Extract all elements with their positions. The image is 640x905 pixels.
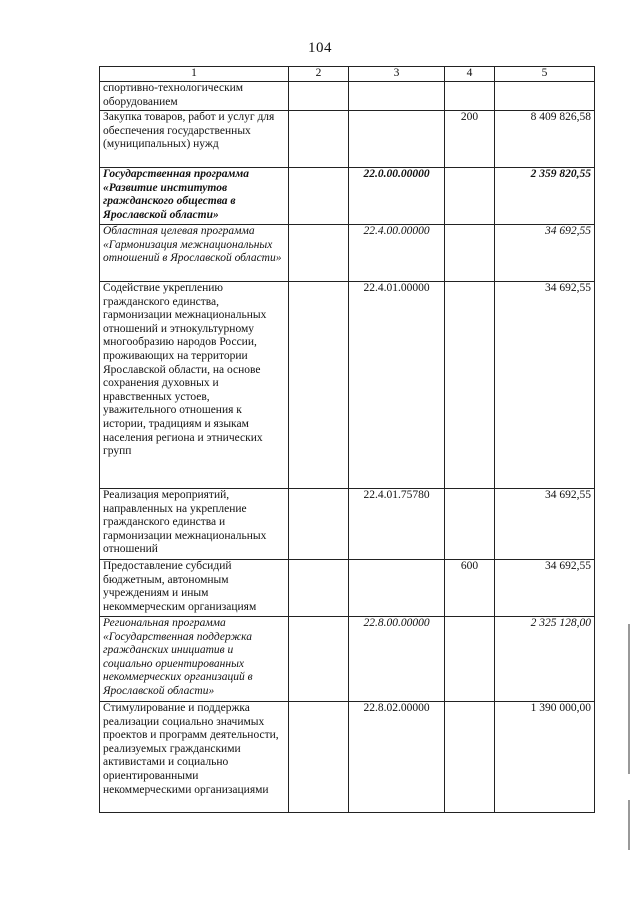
row-name: спортивно-технологическим оборудованием [100,82,289,111]
header-col-4: 4 [445,67,495,82]
row-col2 [289,111,349,168]
scan-edge-mark [628,624,630,774]
table-row [100,617,595,702]
row-kvr [445,282,495,489]
table-row [100,560,595,617]
row-name: Содействие укреплению гражданского единства, гармонизации межнациональных отношений и этнокультурному многообразию народов России, проживающих на территории Ярославской области, на основе сохранения духовных и нравственных устоев, уважительного отношения к истории, традициям и языкам населения региона и этнических групп [100,282,289,489]
header-col-3: 3 [349,67,445,82]
row-col2 [289,560,349,617]
header-row [100,67,595,82]
table-row [100,111,595,168]
row-name: Государственная программа «Развитие институтов гражданского общества в Ярославской области» [100,168,289,225]
row-name: Реализация мероприятий, направленных на укрепление гражданского единства и гармонизации межнациональных отношений [100,489,289,560]
row-kvr [445,702,495,813]
table-row [100,282,595,489]
header-col-1: 1 [100,67,289,82]
row-sum: 34 692,55 [495,489,595,560]
row-name: Региональная программа «Государственная поддержка гражданских инициатив и социально ориентированных некоммерческих организаций в Ярославской области» [100,617,289,702]
row-name: Закупка товаров, работ и услуг для обеспечения государственных (муниципальных) нужд [100,111,289,168]
table-row [100,168,595,225]
budget-table [99,66,595,813]
row-col2 [289,702,349,813]
row-code [349,82,445,111]
row-kvr [445,617,495,702]
row-code [349,560,445,617]
row-code [349,111,445,168]
table-row [100,489,595,560]
row-code: 22.4.00.00000 [349,225,445,282]
row-col2 [289,489,349,560]
row-sum: 34 692,55 [495,282,595,489]
scan-edge-mark [628,800,630,850]
row-col2 [289,617,349,702]
row-sum: 2 325 128,00 [495,617,595,702]
table-row [100,225,595,282]
row-name: Стимулирование и поддержка реализации социально значимых проектов и программ деятельности, реализуемых гражданскими активистами и социально ориентированными некоммерческими организациями [100,702,289,813]
row-kvr: 200 [445,111,495,168]
row-kvr [445,82,495,111]
row-sum: 34 692,55 [495,560,595,617]
row-code: 22.8.02.00000 [349,702,445,813]
row-col2 [289,168,349,225]
row-sum: 1 390 000,00 [495,702,595,813]
row-col2 [289,282,349,489]
row-sum: 34 692,55 [495,225,595,282]
row-code: 22.4.01.00000 [349,282,445,489]
row-col2 [289,225,349,282]
row-kvr [445,168,495,225]
page-number: 104 [308,40,332,56]
row-sum: 2 359 820,55 [495,168,595,225]
row-kvr [445,225,495,282]
header-col-2: 2 [289,67,349,82]
row-kvr: 600 [445,560,495,617]
table-row [100,82,595,111]
header-col-5: 5 [495,67,595,82]
row-name: Областная целевая программа «Гармонизация межнациональных отношений в Ярославской области» [100,225,289,282]
table-row [100,702,595,813]
row-col2 [289,82,349,111]
row-code: 22.8.00.00000 [349,617,445,702]
row-code: 22.0.00.00000 [349,168,445,225]
row-code: 22.4.01.75780 [349,489,445,560]
row-sum [495,82,595,111]
row-kvr [445,489,495,560]
row-name: Предоставление субсидий бюджетным, автономным учреждениям и иным некоммерческим организациям [100,560,289,617]
row-sum: 8 409 826,58 [495,111,595,168]
